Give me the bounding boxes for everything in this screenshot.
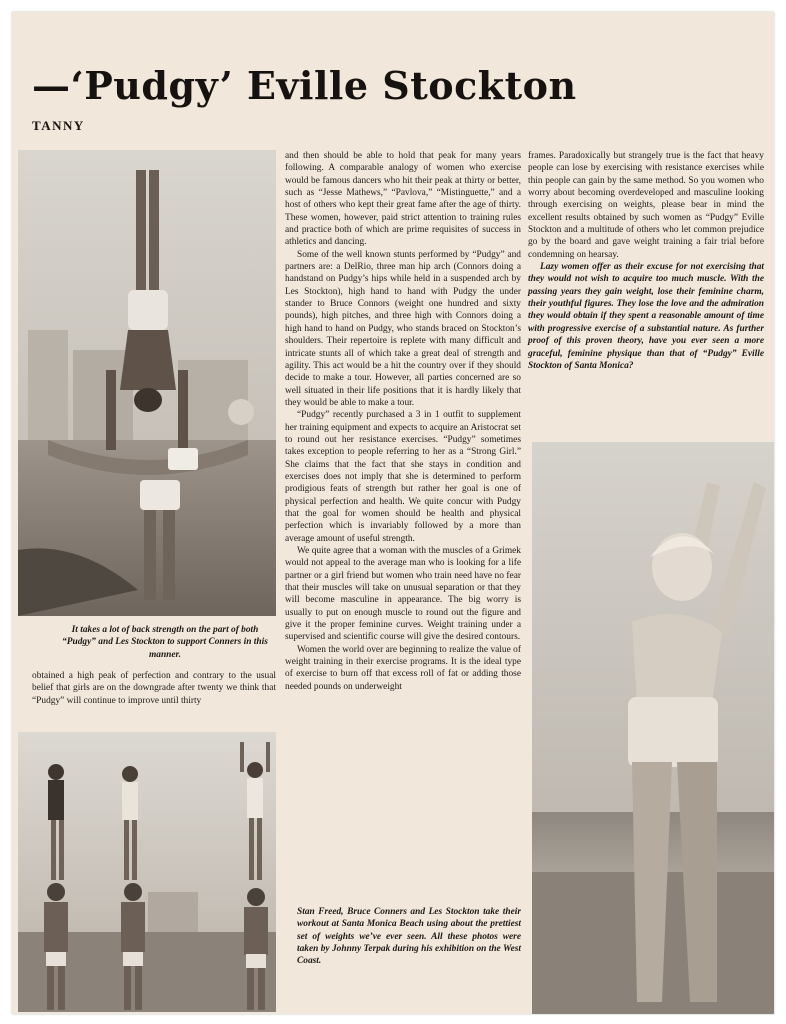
column-middle bbox=[285, 150, 521, 693]
caption-1-text: It takes a lot of back strength on the part of both “Pudgy” and Les Stockton to support Conners in this manner. bbox=[62, 625, 268, 660]
body-paragraph-italic: Lazy women offer as their excuse for not exercising that they would not wish to acquire too much muscle. With the passing years they gain weight, lose their feminine charm, their youthful figures. They lose the love and the admiration they would obtain if they spent a reasonable amount of time with progressive exercise of a substantial nature. As further proof of this proven theory, have you ever seen a more graceful, feminine physique than that of “Pudgy” Eville Stockton of Santa Monica? bbox=[528, 262, 764, 371]
photo-caption-2 bbox=[297, 906, 521, 967]
body-paragraph: and then should be able to hold that peak for many years following. A comparable analogy of women who exercise would be famous dancers who hit their peak at thirty or better, such as “Jesse Mathews,” “Pavlova,” “Mistinguette,” and a host of others who kept their great fame after the age of thirty. These women, however, paid strict attention to training rules and practice both of which are prime requisites of success in athletics and dancing. bbox=[285, 151, 521, 248]
column-right bbox=[528, 150, 764, 372]
body-paragraph: “Pudgy” recently purchased a 3 in 1 outfit to supplement her training equipment and expects to acquire an Aristocrat set to round out her resistance exercises. “Pudgy” sometimes takes exception to people referring to her as a “Strong Girl.” She claims that the fact that she stays in condition and exercises does not imply that she is determined to perform prodigious feats of strength but rather her goal is one of physical perfection and health. We quite concur with Pudgy that the goal for women should be health and physical perfection which is invariably followed by a more than average amount of useful strength. bbox=[285, 410, 521, 544]
column-left-text bbox=[32, 670, 276, 707]
body-paragraph: obtained a high peak of perfection and contrary to the usual belief that girls are on the downgrade after twenty we think that “Pudgy” will continue to improve until thirty bbox=[32, 671, 276, 706]
photo-pudgy-portrait bbox=[532, 442, 774, 1014]
body-paragraph: frames. Paradoxically but strangely true is the fact that heavy people can lose by exercising with resistance exercises while thin people can gain by the same method. So you women who worry about becoming overdeveloped and masculine looking through exercising on weights, please bear in mind the excellent results obtained by such women as “Pudgy” Eville Stockton and a multitude of others who let common prejudice go by the board and gave weight training a fair trial before condemning on hearsay. bbox=[528, 151, 764, 260]
body-paragraph: We quite agree that a woman with the muscles of a Grimek would not appeal to the average man who is looking for a life partner or a girl friend but women who train need have no fear that their muscles will take on unusual separation or that they will become masculine in appearance. The big worry is usually to put on enough muscle to round out the figure and give it the proper feminine curves. Weight training under a supervised and scientific course will give the desired contours. bbox=[285, 546, 521, 643]
article-title: —‘Pudgy’ Eville Stockton bbox=[32, 63, 577, 108]
byline: TANNY bbox=[32, 118, 85, 133]
body-paragraph: Women the world over are beginning to realize the value of weight training in their exercise programs. It is the ideal type of exercise to burn off that excess roll of fat or adding those needed pounds on underweight bbox=[285, 644, 521, 692]
caption-2-text: Stan Freed, Bruce Conners and Les Stockton take their workout at Santa Monica Beach using about the prettiest set of weights we’ve ever seen. All these photos were taken by Johnny Terpak during his exhibition on the West Coast. bbox=[297, 907, 521, 967]
magazine-page bbox=[12, 12, 774, 1014]
photo-caption-1 bbox=[54, 624, 276, 661]
body-paragraph: Some of the well known stunts performed by “Pudgy” and partners are: a DelRio, three man hip arch (Connors doing a handstand on Pudgy’s hips while held in a suspended arch by Les Stockton), high hand to hand with Pudgy the under stander to Bruce Connors (weight one hundred and sixty pounds), high pitches, and three high with Connors doing a high hand to hand on Pudgy, who stands braced on Stockton’s shoulders. Their repertoire is replete with many difficult and intricate stunts all of which take a great deal of strength and agility. This act would be a hit the country over if they should decide to make a tour. However, all parties concerned are so well situated in their life positions that it is hardly likely that they would be able to make a tour. bbox=[285, 249, 521, 408]
photo-beach-trio bbox=[18, 732, 276, 1012]
photo-acrobatic-arch bbox=[18, 150, 276, 616]
